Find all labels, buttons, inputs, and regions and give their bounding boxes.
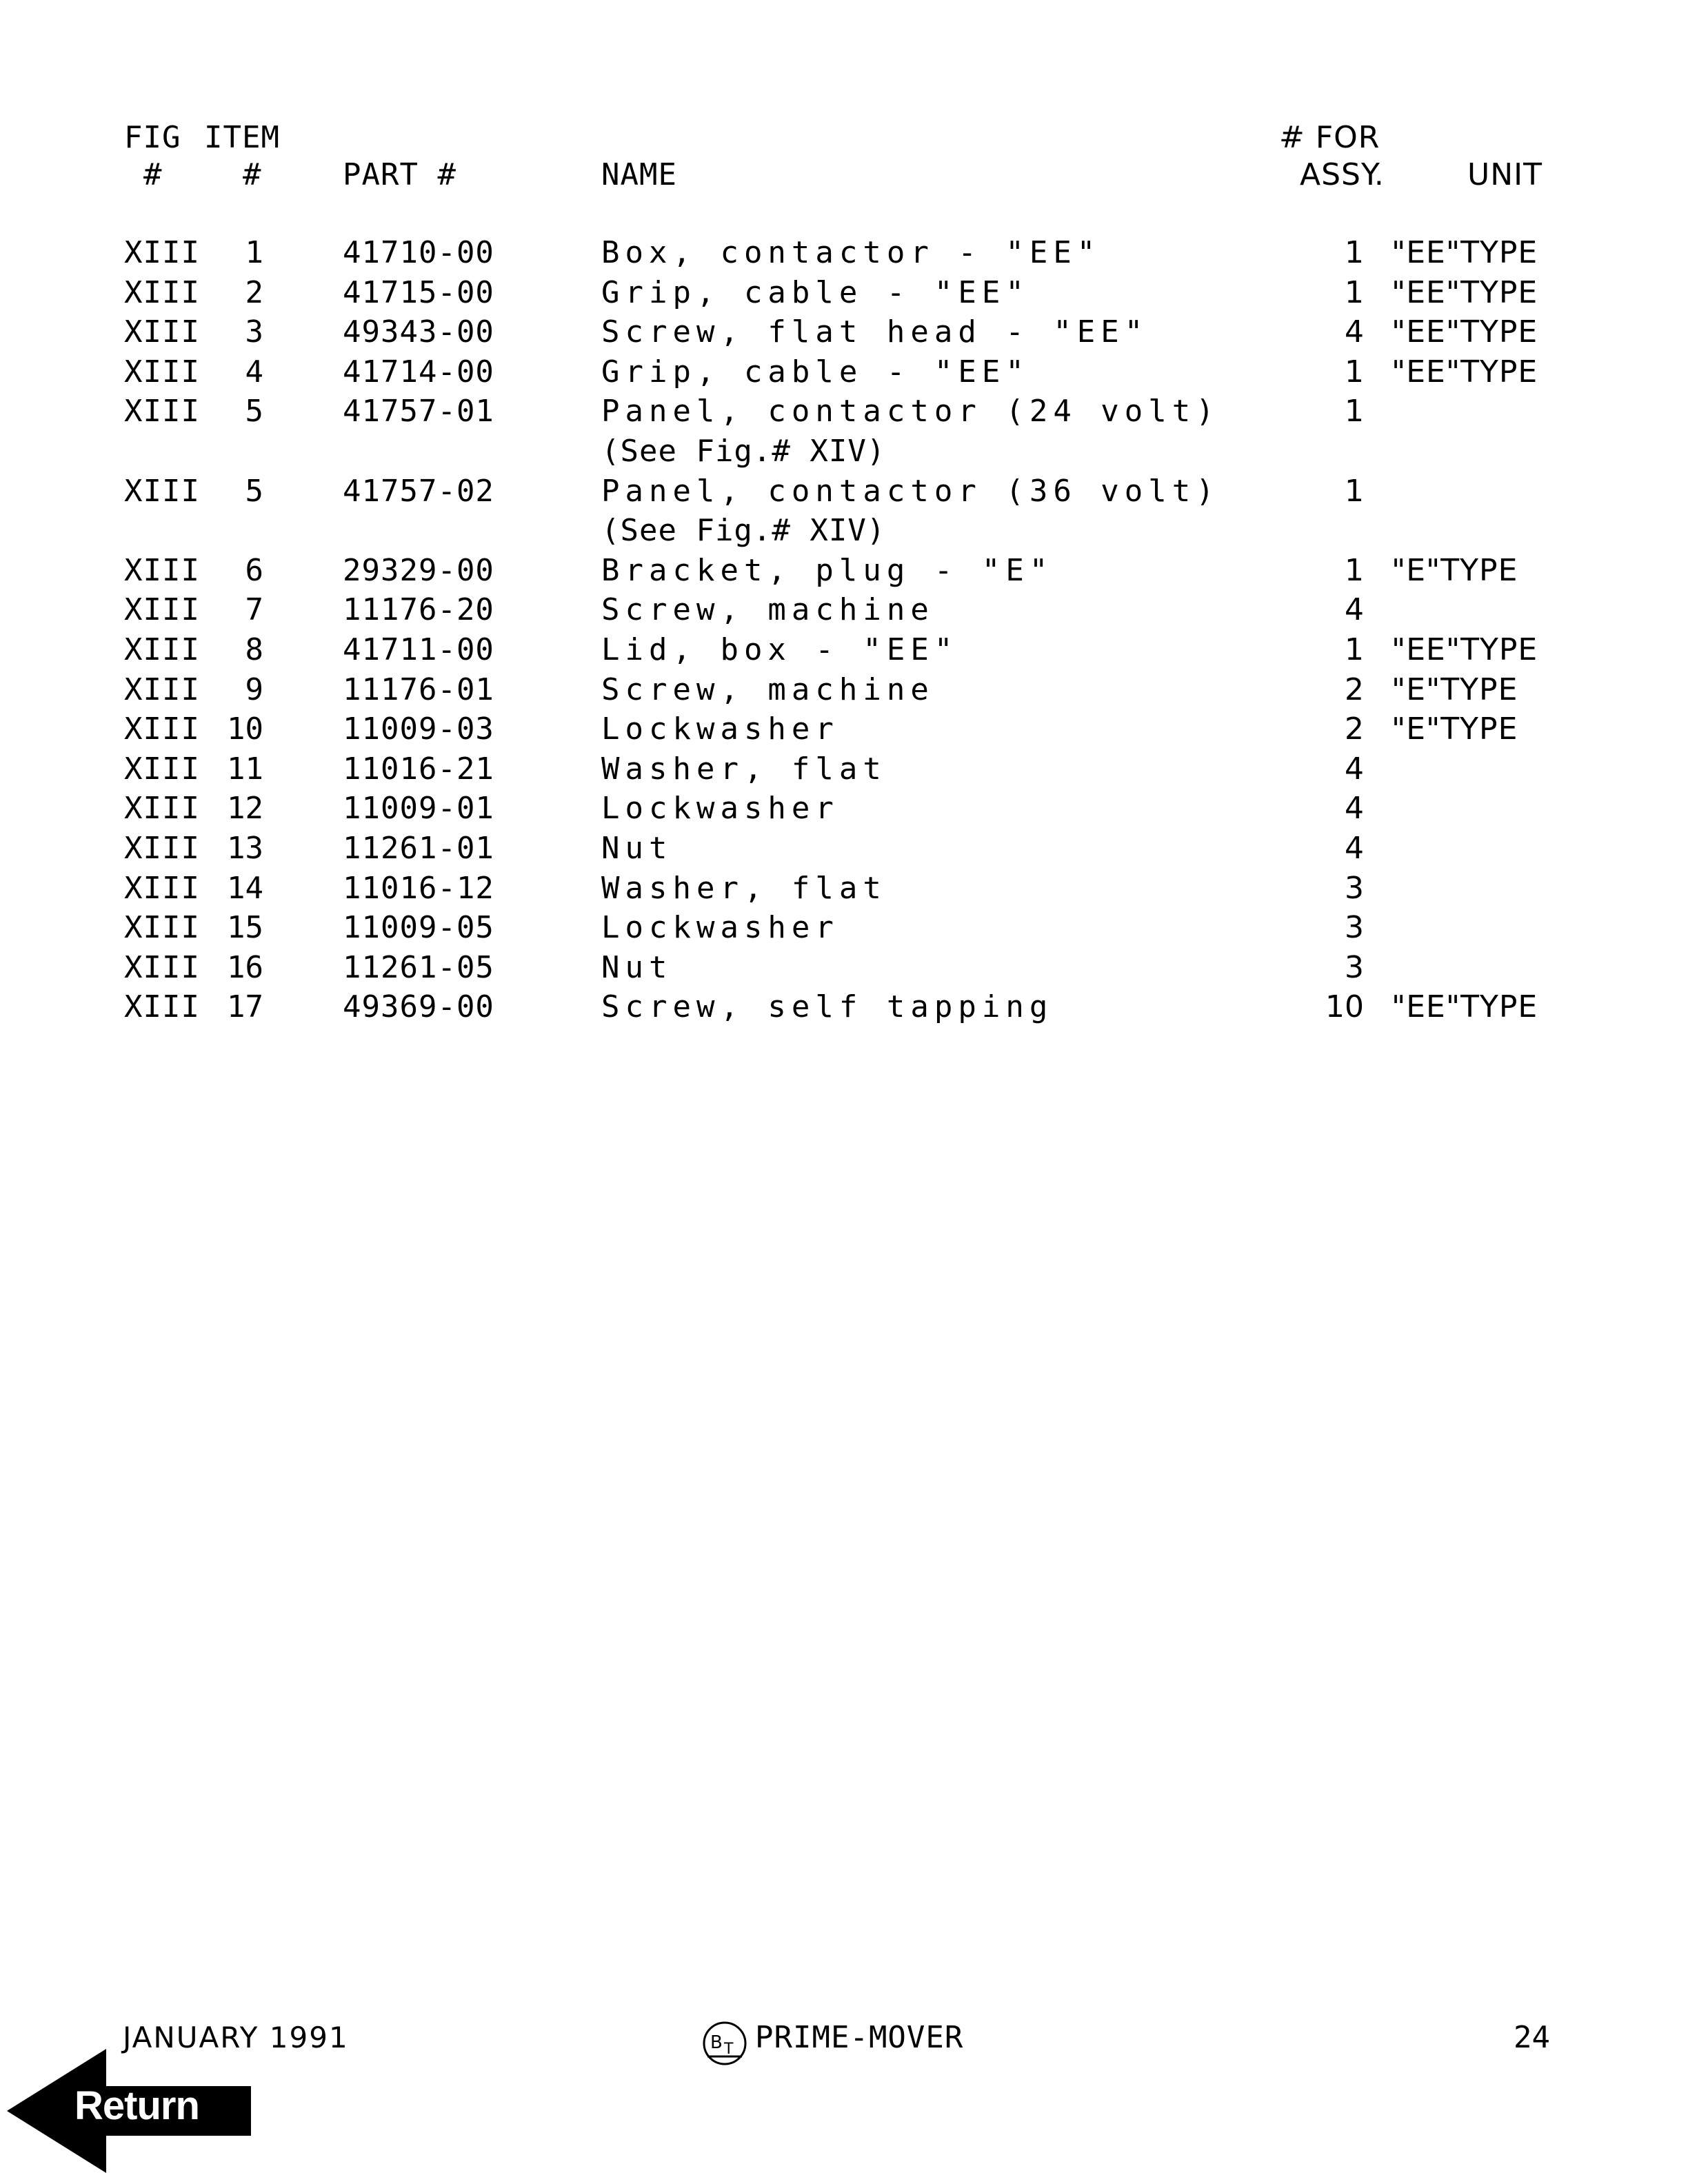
fig-number: XIII [124, 949, 200, 985]
return-button[interactable] [6, 2048, 254, 2174]
fig-number: XIII [124, 830, 200, 866]
fig-number: XIII [124, 274, 200, 310]
bt-circle-logo-icon [702, 2021, 747, 2066]
fig-number: XIII [124, 910, 200, 946]
part-number: 41715-00 [343, 274, 494, 310]
fig-number: XIII [124, 870, 200, 906]
part-name: Bracket, plug - "E" [601, 552, 1054, 588]
item-number: 5 [245, 473, 263, 509]
header-unit: UNIT [1467, 157, 1543, 192]
item-number: 11 [227, 751, 263, 787]
quantity: 3 [1345, 910, 1364, 946]
part-name: Nut [601, 830, 673, 866]
part-name: Box, contactor - "EE" [601, 235, 1101, 270]
part-number: 41710-00 [343, 235, 494, 270]
item-number: 1 [245, 235, 263, 270]
svg-text:T: T [724, 2041, 734, 2058]
part-name: Washer, flat [601, 870, 887, 906]
part-number: 11261-01 [343, 830, 494, 866]
fig-number: XIII [124, 989, 200, 1025]
item-number: 8 [245, 631, 263, 667]
part-name: Lid, box - "EE" [601, 631, 958, 667]
part-number: 11009-05 [343, 910, 494, 946]
fig-number: XIII [124, 552, 200, 588]
part-name: Washer, flat [601, 751, 887, 787]
fig-number: XIII [124, 711, 200, 747]
quantity: 4 [1345, 751, 1364, 787]
item-number: 5 [245, 394, 263, 429]
fig-number: XIII [124, 394, 200, 429]
footer-date: JANUARY 1991 [123, 2021, 349, 2054]
part-name: Screw, machine [601, 671, 934, 707]
table-row [0, 590, 1688, 630]
table-row [0, 392, 1688, 432]
unit-type: "EE"TYPE [1391, 354, 1538, 390]
parts-table-body [0, 233, 1688, 1027]
table-row [0, 987, 1688, 1027]
quantity: 3 [1345, 949, 1364, 985]
part-name: Lockwasher [601, 791, 839, 827]
table-row [0, 551, 1688, 591]
header-qty-line2: ASSY. [1300, 157, 1385, 192]
item-number: 2 [245, 274, 263, 310]
part-number: 49369-00 [343, 989, 494, 1025]
quantity: 1 [1345, 354, 1364, 390]
part-name: Panel, contactor (36 volt) [601, 473, 1220, 509]
table-row [0, 948, 1688, 988]
quantity: 1 [1345, 274, 1364, 310]
quantity: 4 [1345, 791, 1364, 827]
quantity: 1 [1345, 631, 1364, 667]
table-row [0, 670, 1688, 710]
header-fig-line1: FIG [124, 120, 181, 155]
part-number: 41714-00 [343, 354, 494, 390]
table-row [0, 829, 1688, 869]
item-number: 12 [227, 791, 263, 827]
part-name: Screw, machine [601, 592, 934, 628]
fig-number: XIII [124, 354, 200, 390]
table-row [0, 709, 1688, 749]
fig-number: XIII [124, 235, 200, 270]
item-number: 16 [227, 949, 263, 985]
part-name: Nut [601, 949, 673, 985]
part-number: 49343-00 [343, 314, 494, 350]
part-number: 11009-03 [343, 711, 494, 747]
table-row [0, 630, 1688, 670]
item-number: 15 [227, 910, 263, 946]
item-number: 17 [227, 989, 263, 1025]
header-item-line1: ITEM [204, 120, 280, 155]
part-name: Lockwasher [601, 910, 839, 946]
part-number: 41711-00 [343, 631, 494, 667]
table-row [0, 472, 1688, 512]
part-number: 41757-01 [343, 394, 494, 429]
table-row [0, 869, 1688, 909]
part-number: 11261-05 [343, 949, 494, 985]
fig-number: XIII [124, 631, 200, 667]
header-part: PART # [343, 157, 456, 192]
part-number: 29329-00 [343, 552, 494, 588]
footer-brand: PRIME-MOVER [755, 2020, 964, 2055]
quantity: 2 [1345, 711, 1364, 747]
unit-type: "E"TYPE [1391, 711, 1518, 747]
svg-text:B: B [710, 2032, 723, 2053]
fig-number: XIII [124, 671, 200, 707]
item-number: 13 [227, 830, 263, 866]
item-number: 14 [227, 870, 263, 906]
unit-type: "EE"TYPE [1391, 314, 1538, 350]
item-number: 10 [227, 711, 263, 747]
table-row [0, 233, 1688, 273]
part-name: Screw, flat head - "EE" [601, 314, 1149, 350]
part-number: 11176-01 [343, 671, 494, 707]
table-row-continuation [0, 432, 1688, 472]
return-label: Return [74, 2083, 199, 2128]
quantity: 4 [1345, 592, 1364, 628]
item-number: 7 [245, 592, 263, 628]
unit-type: "E"TYPE [1391, 552, 1518, 588]
header-item-line2: # [243, 157, 262, 192]
part-number: 11016-12 [343, 870, 494, 906]
item-number: 6 [245, 552, 263, 588]
quantity: 10 [1325, 989, 1364, 1025]
table-row [0, 908, 1688, 948]
quantity: 4 [1345, 830, 1364, 866]
unit-type: "EE"TYPE [1391, 989, 1538, 1025]
quantity: 3 [1345, 870, 1364, 906]
part-number: 11016-21 [343, 751, 494, 787]
item-number: 3 [245, 314, 263, 350]
header-fig-line2: # [143, 157, 163, 192]
quantity: 2 [1345, 671, 1364, 707]
part-note: (See Fig.# XIV) [601, 513, 886, 549]
part-name: Panel, contactor (24 volt) [601, 394, 1220, 429]
fig-number: XIII [124, 314, 200, 350]
unit-type: "EE"TYPE [1391, 631, 1538, 667]
part-name: Lockwasher [601, 711, 839, 747]
quantity: 4 [1345, 314, 1364, 350]
fig-number: XIII [124, 751, 200, 787]
part-name: Grip, cable - "EE" [601, 354, 1029, 390]
unit-type: "EE"TYPE [1391, 235, 1538, 270]
part-name: Grip, cable - "EE" [601, 274, 1029, 310]
quantity: 1 [1345, 473, 1364, 509]
fig-number: XIII [124, 791, 200, 827]
part-number: 11176-20 [343, 592, 494, 628]
header-qty-line1: # FOR [1279, 120, 1380, 155]
part-number: 41757-02 [343, 473, 494, 509]
quantity: 1 [1345, 235, 1364, 270]
fig-number: XIII [124, 592, 200, 628]
quantity: 1 [1345, 552, 1364, 588]
header-name: NAME [601, 157, 677, 192]
table-row [0, 352, 1688, 392]
item-number: 9 [245, 671, 263, 707]
fig-number: XIII [124, 473, 200, 509]
page-number: 24 [1514, 2020, 1550, 2055]
part-note: (See Fig.# XIV) [601, 433, 886, 469]
item-number: 4 [245, 354, 263, 390]
part-name: Screw, self tapping [601, 989, 1054, 1025]
part-number: 11009-01 [343, 791, 494, 827]
table-row [0, 312, 1688, 352]
table-row [0, 749, 1688, 789]
table-row [0, 789, 1688, 829]
unit-type: "EE"TYPE [1391, 274, 1538, 310]
unit-type: "E"TYPE [1391, 671, 1518, 707]
table-row [0, 273, 1688, 313]
table-row-continuation [0, 511, 1688, 551]
quantity: 1 [1345, 394, 1364, 429]
